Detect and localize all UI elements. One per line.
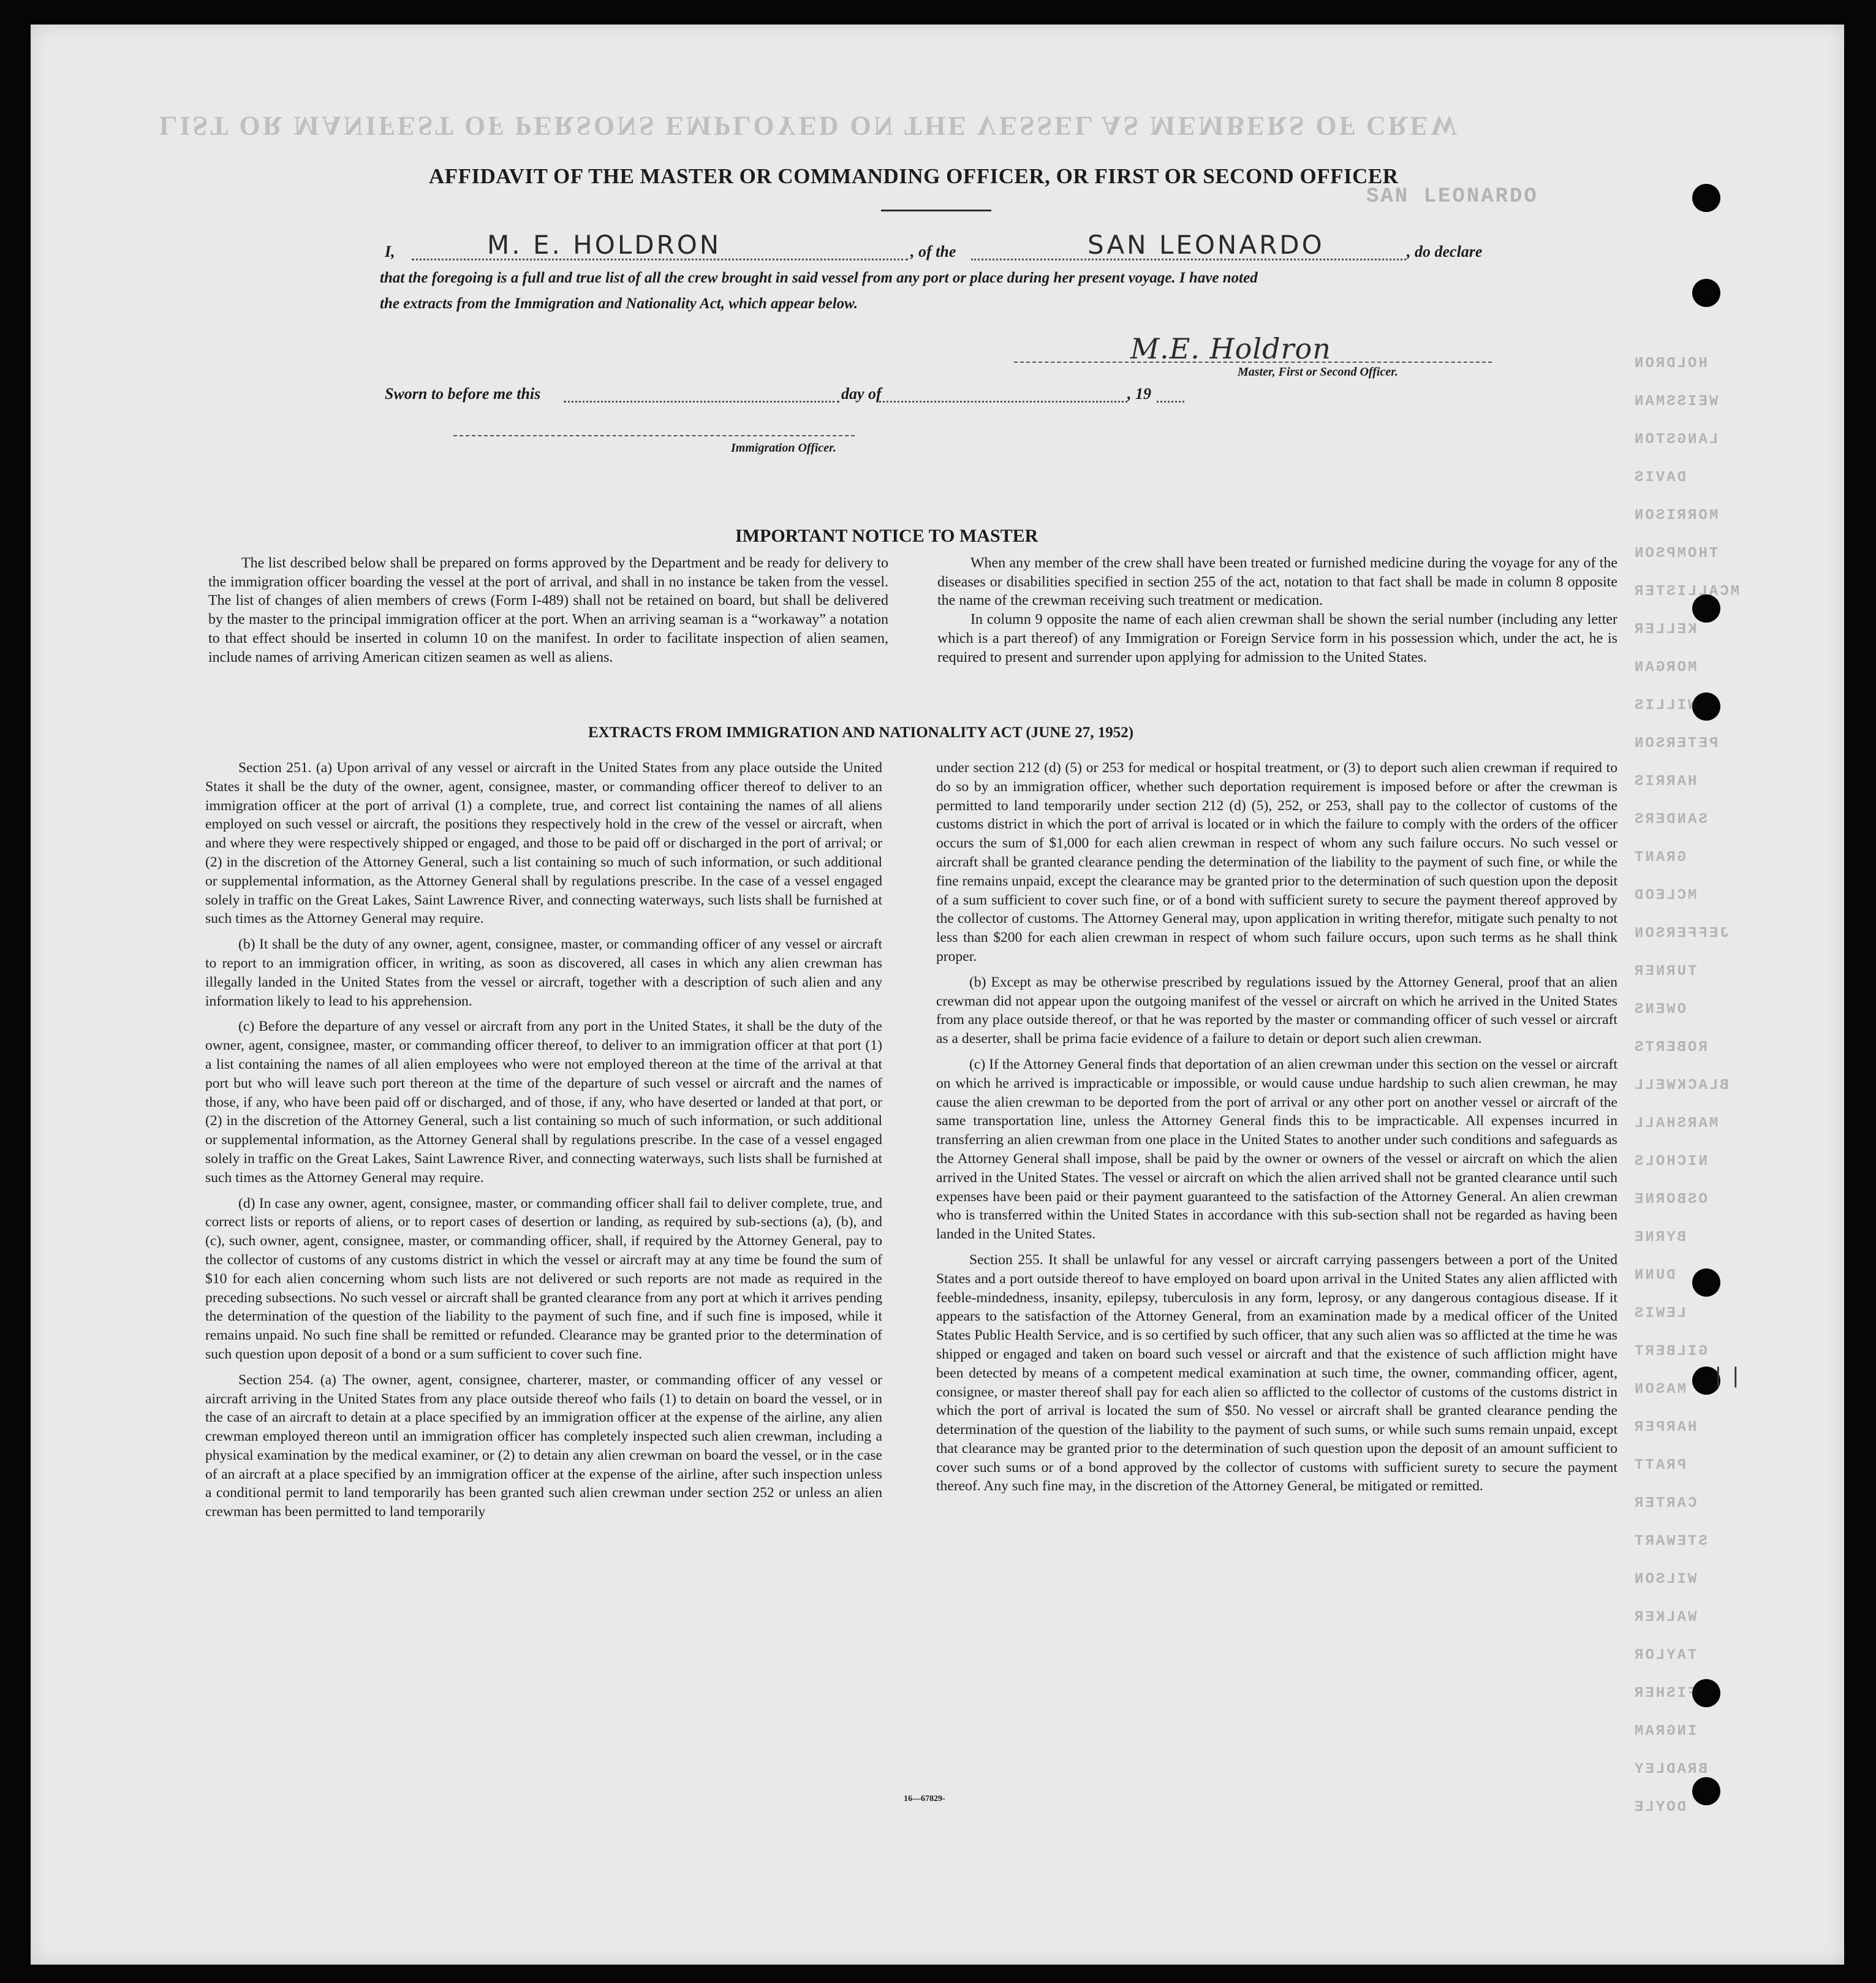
show-through-vessel: SAN LEONARDO bbox=[1366, 185, 1538, 208]
punch-hole bbox=[1692, 184, 1720, 212]
show-through-name: MCALLISTER bbox=[1633, 583, 1740, 600]
act-section-paragraph: Section 254. (a) The owner, agent, consignee, charterer, master, or commanding officer of any vessel or aircraft arriving in the United States from any place outside thereof who fails (1) to detain on board the vessel, or in the case of an aircraft to detain at a place specified by an immigration officer at the expense of the airline, any alien crewman employed thereon until an immigration officer has completely inspected such alien crewman, including a physical examination by the medical examiner, or (2) to detain any alien crewman on board the vessel, or in the case of an aircraft at a place specified by an immigration officer at the expense of the airline, after such inspection unless a conditional permit to land temporarily has been granted such alien crewman under section 252 or unless an alien crewman has been permitted to land temporarily bbox=[205, 1371, 882, 1520]
show-through-name: PETERSON bbox=[1633, 735, 1719, 752]
show-through-name: STEWART bbox=[1633, 1533, 1708, 1550]
show-through-name: WILSON bbox=[1633, 1571, 1697, 1588]
show-through-name: LANGSTON bbox=[1633, 431, 1719, 448]
act-section-paragraph: Section 255. It shall be unlawful for any vessel or aircraft carrying passengers between a port of the United States and a port outside thereof to have employed on board upon arrival in the United States any alien afflicted with feeble-mindedness, insanity, epilepsy, tuberculosis in any form, leprosy, or any dangerous contagious disease. If it appears to the satisfaction of the Attorney General, from an examination made by a medical officer of the United States Public Health Service, and is so certified by such officer, that any such alien was so afflicted at the time he was shipped or engaged and taken on board such vessel or aircraft and that the existence of such affliction might have been detected by means of a competent medical examination at such time, the owner, commanding officer, agent, consignee, or master thereof shall pay for each alien so afflicted to the collector of customs of the customs district in which the port of arrival is located the sum of $50. No vessel or aircraft shall be granted clearance pending the determination of the question of the liability to the payment of such sums, or while such sums remain unpaid, except that clearance may be granted prior to the determination of such question upon the deposit of an amount sufficient to cover such sums or of a bond approved by the collector of customs with sufficient surety to secure the payment thereof. Any such fine may, in the discretion of the Attorney General, be mitigated or remitted. bbox=[936, 1251, 1617, 1495]
show-through-name: DAVIS bbox=[1633, 469, 1687, 486]
punch-hole bbox=[1692, 279, 1720, 307]
show-through-name: OSBORNE bbox=[1633, 1191, 1708, 1208]
show-through-name: TURNER bbox=[1633, 963, 1697, 980]
sworn-month-line bbox=[879, 401, 1127, 403]
show-through-name: FISHER bbox=[1633, 1685, 1697, 1702]
punch-hole bbox=[1692, 1268, 1720, 1297]
sworn-day-of: day of bbox=[841, 385, 882, 403]
extracts-right-column bbox=[936, 759, 1617, 1503]
show-through-name: MASON bbox=[1633, 1381, 1687, 1398]
show-through-name: WILLIS bbox=[1633, 697, 1697, 714]
vessel-name: SAN LEONARDO bbox=[1087, 230, 1325, 260]
punch-hole bbox=[1692, 1777, 1720, 1805]
notice-right-column bbox=[937, 554, 1617, 673]
show-through-name: BLACKWELL bbox=[1633, 1077, 1729, 1094]
show-through-name: MORRISON bbox=[1633, 507, 1719, 524]
show-through-name: BRADLEY bbox=[1633, 1761, 1708, 1778]
show-through-name: PRATT bbox=[1633, 1457, 1687, 1474]
sworn-year: , 19 bbox=[1127, 385, 1151, 403]
act-section-paragraph: (d) In case any owner, agent, consignee, master, or commanding officer shall fail to deliver complete, true, and correct lists or reports of aliens, or to report cases of desertion or landing, as required by sub-sections (a), (b), and (c), such owner, agent, consignee, master, or commanding officer, shall, if required by the Attorney General, pay to the collector of customs of any customs district in which the vessel or aircraft may at any time be found the sum of $10 for each alien concerning whom such lists are not delivered or such reports are not made as required in the preceding subsections. No such vessel or aircraft shall be granted clearance from any port at which it arrives pending the determination of the question of the liability to the payment of such fine, and if such fine is imposed, while it remains unpaid. No such fine shall be remitted or refunded. Clearance may be granted prior to the determination of such question upon deposit of a bond or a sum sufficient to cover such fine. bbox=[205, 1195, 882, 1362]
show-through-name: ROBERTS bbox=[1633, 1039, 1708, 1056]
act-section-paragraph: Section 251. (a) Upon arrival of any vessel or aircraft in the United States from any place outside the United States it shall be the duty of the owner, agent, consignee, master, or commanding officer thereof to deliver to an immigration officer at the port of arrival (1) a complete, true, and correct list containing the names of all aliens employed on such vessel or aircraft, the positions they respectively hold in the crew of the vessel or aircraft, when and where they were respectively shipped or engaged, and those to be paid off or discharged in the port of arrival; or (2) in the discretion of the Attorney General, such a list containing so much of such information, or such additional or supplemental information, as the Attorney General shall by regulations prescribe. In the case of a vessel engaged solely in traffic on the Great Lakes, Saint Lawrence River, and connecting waterways, such lists shall be furnished at such times as the Attorney General may require. bbox=[205, 760, 882, 927]
document-page bbox=[31, 25, 1844, 1965]
show-through-name: GILBERT bbox=[1633, 1343, 1708, 1360]
show-through-name: BYRNE bbox=[1633, 1229, 1687, 1246]
affidavit-title: AFFIDAVIT OF THE MASTER OR COMMANDING OFFICER, OR FIRST OR SECOND OFFICER bbox=[429, 164, 1399, 188]
act-section-paragraph: (c) Before the departure of any vessel or aircraft from any port in the United States, it shall be the duty of the owner, agent, consignee, master, or commanding officer thereof, to deliver to an immigration officer at that port (1) a list containing the names of all alien employees who were not employed thereon at the time of the arrival at that port but who will leave such port thereon at the time of the departure of such vessel or aircraft and the names of those, if any, who have been paid off or discharged, and of those, if any, who have deserted or landed at that port, or (2) in the discretion of the Attorney General, such a list containing so much of such information, or such additional or supplemental information, as the Attorney General shall by regulations prescribe. In the case of a vessel engaged solely in traffic on the Great Lakes, Saint Lawrence River, and connecting waterways, such lists shall be furnished at such times as the Attorney General may require. bbox=[205, 1018, 882, 1186]
declarant-prefix: I, bbox=[385, 243, 395, 260]
show-through-name: CARTER bbox=[1633, 1495, 1697, 1512]
show-through-name: NICHOLS bbox=[1633, 1153, 1708, 1170]
declaration-line-2: that the foregoing is a full and true list of all the crew brought in said vessel from any port or place during her present voyage. I have noted bbox=[380, 270, 1258, 286]
show-through-name: WEISSMAN bbox=[1633, 393, 1719, 410]
signature-line bbox=[1014, 362, 1492, 363]
act-section-paragraph: under section 212 (d) (5) or 253 for medical or hospital treatment, or (3) to deport such alien crewman if required to do so by an immigration officer, whether such deportation requirement is imposed before or after the crewman is permitted to land temporarily under section 212 (d) (5), 252, or 253, shall pay to the collector of customs of the customs district in which the port of arrival is located or in which the failure to comply with the orders of the officer occurs the sum of $1,000 for each alien crewman in respect of whom any such failure occurs. No such vessel or aircraft shall be granted clearance pending the determination of the liability to the payment of such fine, or while the fine remains unpaid, except the clearance may be granted prior to the determination of such question upon the deposit of a sum sufficient to cover such fine, or of a bond with sufficient surety to secure the payment thereof approved by the collector of customs. The Attorney General may, upon application in writing therefor, mitigate such penalty to not less than $200 for each alien crewman in respect of whom such failure occurs, upon such terms as he shall think proper. bbox=[936, 760, 1617, 965]
notice-left-column bbox=[208, 554, 888, 673]
declare-suffix: , do declare bbox=[1407, 243, 1483, 260]
master-signature: M.E. Holdron bbox=[1130, 332, 1331, 365]
show-through-name: DOYLE bbox=[1633, 1799, 1687, 1816]
show-through-name: MARSHALL bbox=[1633, 1115, 1719, 1132]
notice-paragraph: When any member of the crew shall have been treated or furnished medicine during the voyage for any of the diseases or disabilities specified in section 255 of the act, notation to that fact shall be made in column 8 opposite the name of the crewman receiving such treatment or medication. bbox=[937, 555, 1617, 609]
show-through-name: LEWIS bbox=[1633, 1305, 1687, 1322]
notice-paragraph: The list described below shall be prepared on forms approved by the Department and be ready for delivery to the immigration officer boarding the vessel at the port of arrival, and shall in no instance be taken from the vessel. The list of changes of alien members of crews (Form I-489) shall not be retained on board, but shall be delivered by the master to the principal immigration officer at the port. When an arriving seaman is a “workaway” a notation to that effect should be inserted in column 10 on the manifest. In order to facilitate inspection of alien seamen, include names of arriving American citizen seamen as well as aliens. bbox=[208, 555, 888, 665]
show-through-name: WALKER bbox=[1633, 1609, 1697, 1626]
extracts-title: EXTRACTS FROM IMMIGRATION AND NATIONALITY ACT (JUNE 27, 1952) bbox=[588, 724, 1134, 741]
show-through-name: TAYLOR bbox=[1633, 1647, 1697, 1664]
extracts-left-column bbox=[205, 759, 882, 1528]
show-through-name: GRANT bbox=[1633, 849, 1687, 866]
show-through-name: INGRAM bbox=[1633, 1723, 1697, 1740]
title-divider bbox=[881, 210, 991, 211]
sworn-year-line bbox=[1157, 401, 1184, 403]
officer-signature-line bbox=[453, 435, 855, 436]
show-through-name: OWENS bbox=[1633, 1001, 1687, 1018]
act-section-paragraph: (c) If the Attorney General finds that deportation of an alien crewman under this section on the vessel or aircraft on which he arrived is impracticable or impossible, or would cause undue hardship to such alien crewman, he may cause the alien crewman to be deported from the port of arrival or any other port on another vessel or aircraft of the same transportation line, unless the Attorney General finds this to be impracticable. All expenses incurred in transferring an alien crewman from one place in the United States to another under such conditions and safeguards as the Attorney General shall impose, shall be paid by the owner or owners of the vessel or aircraft on which the alien arrived in the United States. The vessel or aircraft on which the alien arrived shall not be granted clearance until such expenses have been paid or their payment guaranteed to the satisfaction of the Attorney General. An alien crewman who is transferred within the United States in accordance with this sub-section shall not be regarded as having been landed in the United States. bbox=[936, 1056, 1617, 1243]
notice-title: IMPORTANT NOTICE TO MASTER bbox=[735, 526, 1038, 546]
sworn-day-line bbox=[564, 401, 839, 403]
show-through-name: HARRIS bbox=[1633, 773, 1697, 790]
show-through-name: SANDERS bbox=[1633, 811, 1708, 828]
master-name: M. E. HOLDRON bbox=[487, 230, 722, 260]
notice-paragraph: In column 9 opposite the name of each alien crewman shall be shown the serial number (including any letter which is a part thereof) of any Immigration or Foreign Service form in his possession which, under the act, he is required to present and surrender upon applying for admission to the United States. bbox=[937, 612, 1617, 665]
show-through-name: JEFFERSON bbox=[1633, 925, 1729, 942]
act-section-paragraph: (b) Except as may be otherwise prescribed by regulations issued by the Attorney General, proof that an alien crewman did not appear upon the outgoing manifest of the vessel or aircraft on which he arrived in the United States from any place outside thereof, or that he was reported by the master or commanding officer of such vessel or aircraft as a deserter, shall be prima facie evidence of a failure to detain or deport such alien crewman. bbox=[936, 974, 1617, 1047]
show-through-name: HARPER bbox=[1633, 1419, 1697, 1436]
act-section-paragraph: (b) It shall be the duty of any owner, agent, consignee, master, or commanding officer of any vessel or aircraft to report to an immigration officer, in writing, as soon as discovered, all cases in which any alien crewman has illegally landed in the United States from the vessel or aircraft, together with a description of such alien and any information likely to lead to his apprehension. bbox=[205, 936, 882, 1009]
signature-caption: Master, First or Second Officer. bbox=[1238, 365, 1398, 379]
show-through-name: THOMPSON bbox=[1633, 545, 1719, 562]
sworn-prefix: Sworn to before me this bbox=[385, 385, 541, 403]
show-through-name: MCLEOD bbox=[1633, 887, 1697, 904]
show-through-name: MORGAN bbox=[1633, 659, 1697, 676]
show-through-name: KELLER bbox=[1633, 621, 1697, 638]
declaration-line-3: the extracts from the Immigration and Nationality Act, which appear below. bbox=[380, 295, 858, 312]
form-code: 16—67829- bbox=[904, 1794, 945, 1803]
show-through-name: DUNN bbox=[1633, 1267, 1676, 1284]
officer-caption: Immigration Officer. bbox=[731, 441, 836, 455]
show-through-name: HOLDRON bbox=[1633, 355, 1708, 372]
show-through-header: LIST OR MANIFEST OF PERSONS EMPLOYED ON THE VESSEL AS MEMBERS OF CREW bbox=[159, 111, 1460, 141]
vessel-prefix: , of the bbox=[910, 243, 956, 260]
pen-mark: ❘❘ bbox=[1709, 1365, 1744, 1387]
